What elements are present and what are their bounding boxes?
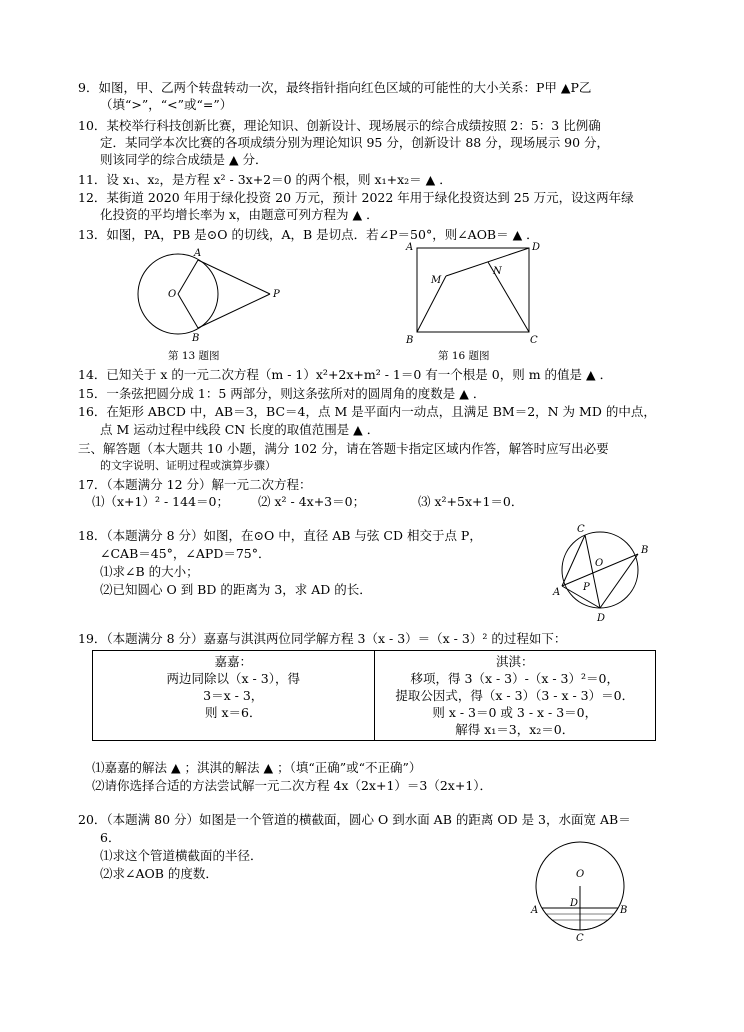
qiqi-title: 淇淇：: [495, 654, 534, 669]
fig13-caption: 第 13 题图: [168, 350, 220, 362]
fig18-label-p: P: [583, 582, 590, 593]
fig16-caption: 第 16 题图: [438, 350, 490, 362]
q19-solutions-table: [92, 650, 656, 741]
q9-line1: 9．如图，甲、乙两个转盘转动一次，最终指针指向红色区域的可能性的大小关系：P甲 ▲P乙: [78, 80, 592, 95]
jiajia-title: 嘉嘉：: [214, 654, 252, 669]
q12-line2: 化投资的平均增长率为 x，由题意可列方程为 ▲ ．: [100, 207, 379, 222]
q9-line2: （填“>”，“<”或“=”）: [100, 97, 233, 112]
q20-part1: ⑴求这个管道横截面的半径．: [100, 848, 263, 863]
q14-line1: 14．已知关于 x 的一元二次方程（m - 1）x²+2x+m² - 1＝0 有一个根是 0，则 m 的值是 ▲ ．: [78, 367, 613, 382]
q10-line1: 10．某校举行科技创新比赛，理论知识、创新设计、现场展示的综合成绩按照 2：5：3 比例确: [78, 118, 601, 133]
q20-part2: ⑵求∠AOB 的度数．: [100, 866, 218, 881]
fig18-label-d: D: [597, 613, 606, 624]
q19-part1: ⑴嘉嘉的解法 ▲ ；淇淇的解法 ▲ ；（填“正确”或“不正确”）: [92, 760, 422, 775]
fig20-label-o: O: [576, 869, 585, 880]
fig18-label-o: O: [595, 558, 604, 569]
fig20-label-b: B: [620, 905, 628, 916]
jiajia-step1: 两边同除以（x - 3），得: [166, 671, 300, 686]
q17-part3: ⑶ x²+5x+1＝0．: [418, 494, 524, 509]
figure-18: [545, 518, 655, 626]
section3-line2: 的文字说明、证明过程或演算步骤）: [100, 459, 276, 472]
fig13-label-b: B: [192, 333, 200, 344]
qiqi-step3: 则 x - 3＝0 或 3 - x - 3＝0，: [432, 705, 598, 720]
section3-line1: 三、解答题（本大题共 10 小题，满分 102 分，请在答题卡指定区域内作答，解答时应写出必要: [78, 441, 609, 456]
q15-line1: 15．一条弦把圆分成 1：5 两部分，则这条弦所对的圆周角的度数是 ▲ ．: [78, 386, 486, 401]
jiajia-step3: 则 x＝6．: [205, 705, 262, 720]
jiajia-step2: 3＝x - 3，: [203, 688, 264, 703]
fig16-label-a: A: [406, 242, 414, 253]
fig18-label-a: A: [553, 587, 561, 598]
figure-16: [402, 240, 547, 346]
q19-part2: ⑵请你选择合适的方法尝试解一元二次方程 4x（2x+1）＝3（2x+1）．: [92, 778, 493, 793]
jiajia-solution: [93, 651, 375, 741]
q19-line1: 19．（本题满分 8 分）嘉嘉与淇淇两位同学解方程 3（x - 3）＝（x - 3）² 的过程如下：: [78, 631, 567, 646]
fig18-label-c: C: [577, 524, 585, 535]
fig16-label-b: B: [406, 335, 414, 346]
fig16-label-c: C: [530, 335, 538, 346]
q17-line1: 17．（本题满分 12 分）解一元二次方程：: [78, 477, 312, 492]
q10-line2: 定．某同学本次比赛的各项成绩分别为理论知识 95 分，创新设计 88 分，现场展示 90 分，: [100, 135, 610, 150]
q18-part1: ⑴求∠B 的大小；: [100, 564, 199, 579]
q10-line3: 则该同学的综合成绩是 ▲ 分．: [100, 152, 268, 167]
q18-line2: ∠CAB＝45°，∠APD＝75°．: [100, 546, 271, 561]
fig13-label-o: O: [168, 289, 177, 300]
qiqi-step4: 解得 x₁＝3，x₂＝0．: [455, 722, 575, 737]
q13-line1: 13．如图，PA，PB 是⊙O 的切线，A，B 是切点．若∠P＝50°，则∠AOB＝ ▲ ．: [78, 227, 539, 242]
figure-20: [528, 833, 638, 943]
q17-part1: ⑴（x+1）² - 144＝0；: [92, 494, 229, 509]
fig20-label-a: A: [531, 905, 539, 916]
fig13-label-a: A: [194, 248, 202, 259]
q20-line2: 6．: [100, 830, 121, 845]
qiqi-step1: 移项，得 3（x - 3）-（x - 3）²＝0，: [410, 671, 619, 686]
q16-line1: 16．在矩形 ABCD 中，AB＝3，BC＝4，点 M 是平面内一动点，且满足 BM＝2，N 为 MD 的中点，: [78, 404, 656, 419]
fig13-label-p: P: [273, 289, 280, 300]
q16-line2: 点 M 运动过程中线段 CN 长度的取值范围是 ▲ ．: [100, 422, 380, 437]
fig20-label-d: D: [570, 898, 579, 909]
q17-part2: ⑵ x² - 4x+3＝0；: [258, 494, 366, 509]
fig20-label-c: C: [576, 933, 584, 943]
figure-13: [130, 244, 290, 344]
fig16-label-m: M: [431, 275, 442, 286]
q18-line1: 18．（本题满分 8 分）如图，在⊙O 中，直径 AB 与弦 CD 相交于点 P，: [78, 528, 482, 543]
qiqi-solution: [374, 651, 656, 741]
qiqi-step2: 提取公因式，得（x - 3）（3 - x - 3）＝0．: [395, 688, 635, 703]
q20-line1: 20．（本题满 80 分）如图是一个管道的横截面，圆心 O 到水面 AB 的距离 OD 是 3，水面宽 AB＝: [78, 812, 631, 827]
q12-line1: 12．某街道 2020 年用于绿化投资 20 万元，预计 2022 年用于绿化投资达到 25 万元，设这两年绿: [78, 190, 634, 205]
fig16-label-d: D: [532, 242, 541, 253]
q11-line1: 11．设 x₁、x₂，是方程 x² - 3x+2＝0 的两个根，则 x₁+x₂＝ ▲ ．: [78, 172, 452, 187]
q18-part2: ⑵已知圆心 O 到 BD 的距离为 3，求 AD 的长．: [100, 582, 372, 597]
fig16-label-n: N: [493, 266, 502, 277]
fig18-label-b: B: [641, 545, 649, 556]
